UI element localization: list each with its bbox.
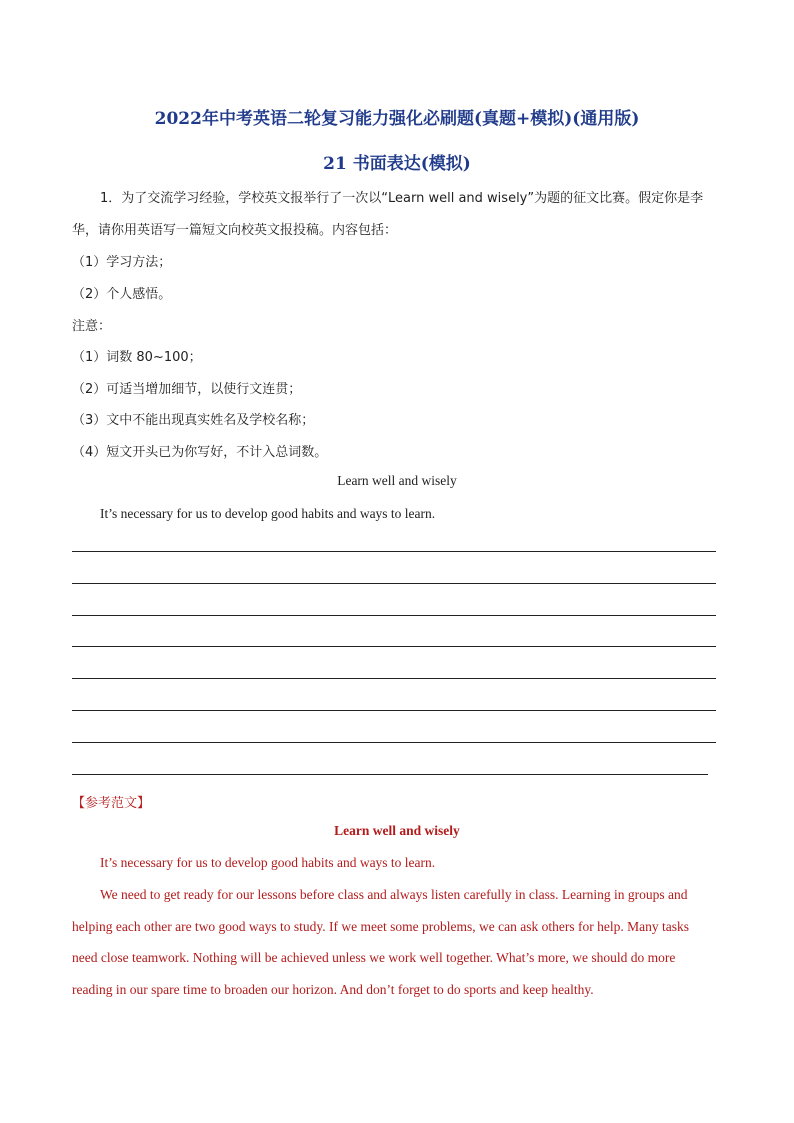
writing-line[interactable]: [72, 646, 716, 647]
reference-line: need close teamwork. Nothing will be achieved unless we work well together. What’s more, we should do more: [72, 950, 676, 965]
reference-label: 【参考范文】: [72, 796, 151, 811]
question-prompt-line-1: 1．为了交流学习经验，学校英文报举行了一次以“Learn well and wisely”为题的征文比赛。假定你是李: [100, 191, 704, 206]
note-item: （2）可适当增加细节，以使行文连贯；: [72, 382, 302, 397]
reference-opening: It’s necessary for us to develop good habits and ways to learn.: [100, 855, 436, 870]
essay-opening: It’s necessary for us to develop good habits and ways to learn.: [100, 506, 436, 521]
reference-line: reading in our spare time to broaden our horizon. And don’t forget to do sports and keep healthy.: [72, 982, 594, 997]
content-item: （2）个人感悟。: [72, 287, 172, 302]
question-prompt-line-2: 华，请你用英语写一篇短文向校英文报投稿。内容包括：: [72, 223, 398, 238]
reference-line: We need to get ready for our lessons before class and always listen carefully in class. Learning in groups and: [100, 887, 688, 902]
note-item: （3）文中不能出现真实姓名及学校名称；: [72, 413, 315, 428]
writing-line[interactable]: [72, 678, 716, 679]
note-item: （1）词数 80~100；: [72, 350, 202, 365]
writing-line[interactable]: [72, 615, 716, 616]
document-title: 2022年中考英语二轮复习能力强化必刷题(真题+模拟)(通用版): [154, 109, 640, 129]
reference-line: helping each other are two good ways to study. If we meet some problems, we can ask others for help. Many tasks: [72, 919, 689, 934]
writing-line[interactable]: [72, 710, 716, 711]
writing-line[interactable]: [72, 551, 716, 552]
content-item: （1）学习方法；: [72, 255, 172, 270]
section-title: 21 书面表达(模拟): [323, 154, 471, 174]
essay-title: Learn well and wisely: [337, 473, 457, 488]
writing-line[interactable]: [72, 583, 716, 584]
note-label: 注意：: [72, 319, 112, 334]
reference-title: Learn well and wisely: [334, 823, 460, 838]
writing-line[interactable]: [72, 774, 708, 775]
note-item: （4）短文开头已为你写好，不计入总词数。: [72, 445, 328, 460]
writing-line[interactable]: [72, 742, 716, 743]
